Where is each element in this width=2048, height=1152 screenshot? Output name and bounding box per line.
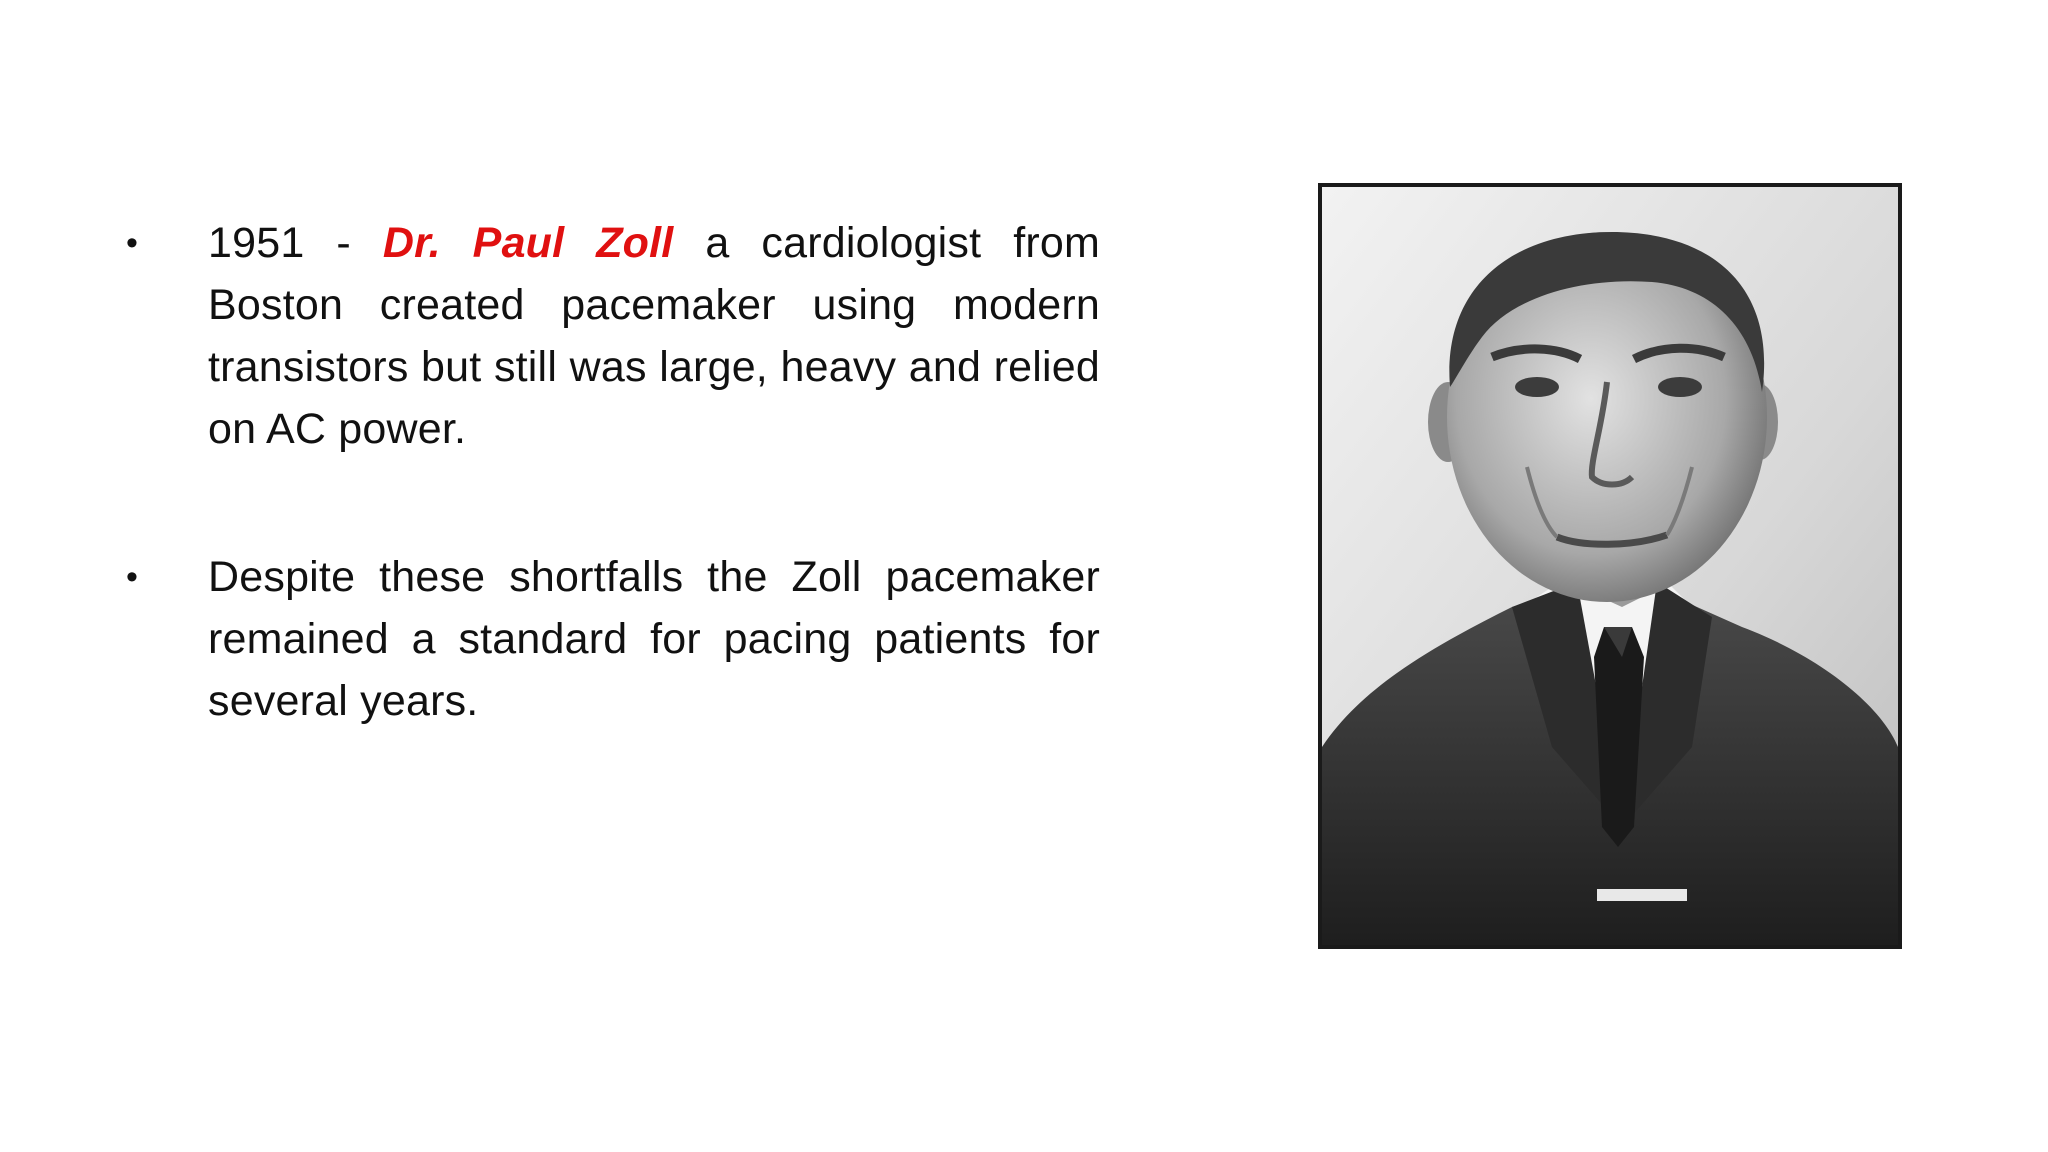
bullet-prefix: 1951 - [208, 219, 383, 267]
bullet-list [120, 212, 1100, 818]
portrait-frame [1318, 183, 1902, 949]
bullet-text [208, 546, 1100, 732]
bullet-item [120, 546, 1100, 732]
bullet-marker: • [126, 558, 138, 596]
bullet-text [208, 212, 1100, 460]
bullet-item [120, 212, 1100, 460]
person-portrait-icon [1322, 187, 1898, 945]
bullet-prefix: Despite these shortfalls the Zoll pacemaker remained a standard for pacing patients for several years. [208, 553, 1100, 725]
bullet-suffix: a cardiologist from Boston created pacemaker using modern transistors but still was large, heavy and relied on AC power. [208, 219, 1100, 453]
highlighted-name: Dr. Paul Zoll [382, 219, 674, 267]
bullet-marker: • [126, 224, 138, 262]
